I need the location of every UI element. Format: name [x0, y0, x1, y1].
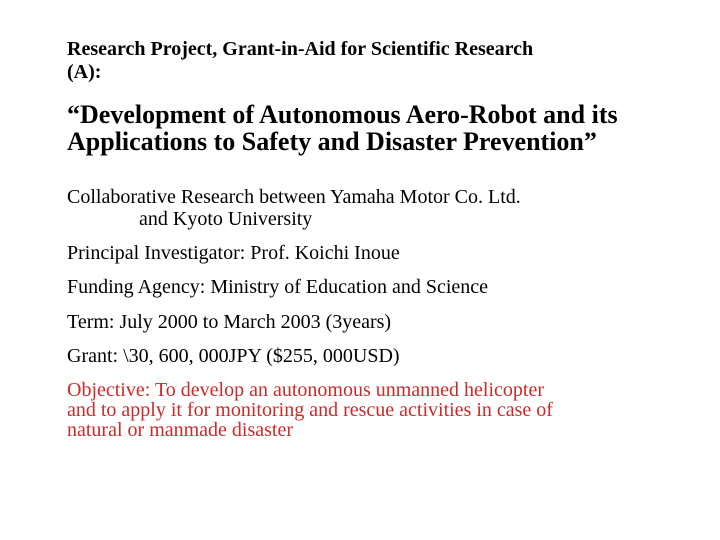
- project-title: “Development of Autonomous Aero-Robot and its Applications to Safety and Disaster Prevention”: [67, 100, 618, 156]
- objective-line-2: and to apply it for monitoring and rescue activities in case of: [67, 399, 553, 421]
- collaboration-text: [67, 186, 697, 230]
- project-type-heading: Research Project, Grant-in-Aid for Scientific Research (A):: [67, 38, 534, 83]
- collaboration-line-2: and Kyoto University: [139, 208, 313, 230]
- term: Term: July 2000 to March 2003 (3years): [67, 311, 392, 333]
- funding-agency: Funding Agency: Ministry of Education and Science: [67, 276, 489, 298]
- objective-line-1: Objective: To develop an autonomous unmanned helicopter: [67, 379, 544, 401]
- grant: Grant: \30, 600, 000JPY ($255, 000USD): [67, 345, 400, 367]
- collaboration-line-1: Collaborative Research between Yamaha Motor Co. Ltd.: [67, 186, 521, 208]
- objective-text: [67, 380, 707, 440]
- objective-line-3: natural or manmade disaster: [67, 419, 294, 441]
- principal-investigator: Principal Investigator: Prof. Koichi Inoue: [67, 242, 400, 264]
